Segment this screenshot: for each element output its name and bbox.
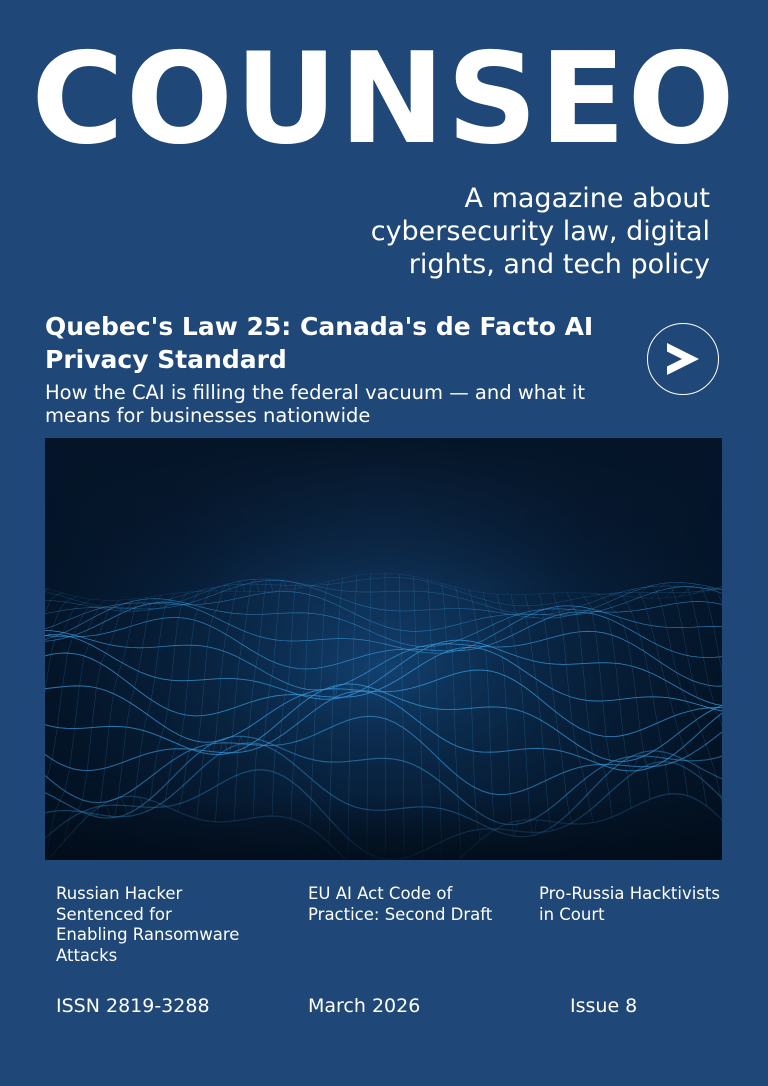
issue-number: Issue 8 (570, 995, 638, 1017)
masthead-title: COUNSEO (31, 25, 737, 172)
hero-image (45, 438, 722, 860)
issn-number: ISSN 2819-3288 (56, 995, 210, 1017)
story-teaser[interactable]: EU AI Act Code of Practice: Second Draft (308, 884, 493, 924)
tagline: A magazine about cybersecurity law, digital rights, and tech policy (370, 183, 710, 280)
issue-date: March 2026 (308, 995, 421, 1017)
digital-wave-image (45, 438, 722, 860)
story-teaser[interactable]: Russian Hacker Sentenced for Enabling Ransomware Attacks (56, 884, 240, 965)
cover-headline: Quebec's Law 25: Canada's de Facto AI Privacy Standard (45, 312, 594, 374)
chevron-right-icon (661, 337, 705, 381)
story-teaser[interactable]: Pro-Russia Hacktivists in Court (539, 884, 720, 924)
next-button[interactable] (647, 323, 719, 395)
cover-deck: How the CAI is filling the federal vacuum — and what it means for businesses nationwide (45, 381, 585, 427)
